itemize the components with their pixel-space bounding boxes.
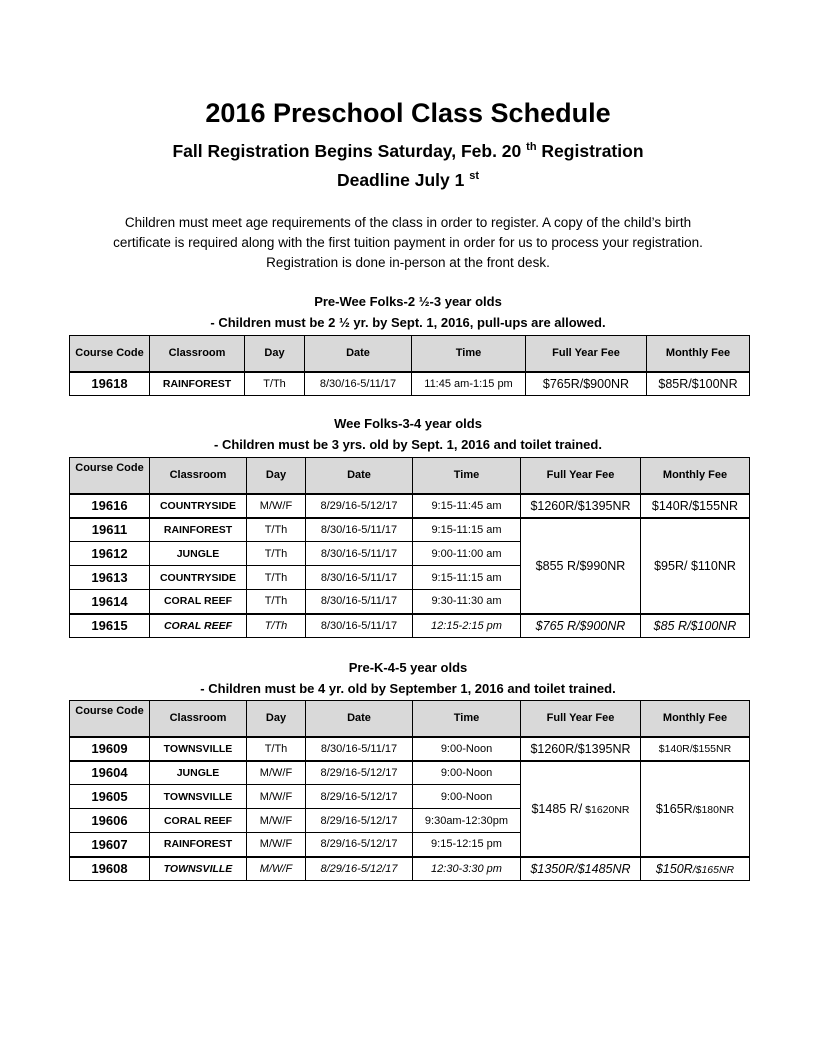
day-cell: T/Th	[247, 614, 306, 638]
col-monthly-fee: Monthly Fee	[647, 336, 750, 372]
col-time: Time	[412, 336, 526, 372]
monthly-fee-cell: $85R/$100NR	[647, 372, 750, 396]
date-cell: 8/29/16-5/12/17	[306, 809, 413, 833]
section-heading: Wee Folks-3-4 year olds	[334, 416, 482, 431]
subtitle-superscript: th	[526, 141, 537, 154]
schedule-table-wee-folks	[69, 457, 750, 638]
fee-resident: $165R	[655, 801, 693, 816]
monthly-fee-cell: $85 R/$100NR	[641, 614, 750, 638]
col-time: Time	[413, 458, 521, 494]
time-cell: 11:45 am-1:15 pm	[412, 372, 526, 396]
day-cell: M/W/F	[247, 494, 306, 518]
time-cell: 12:30-3:30 pm	[413, 857, 521, 881]
col-day: Day	[247, 701, 306, 737]
classroom-cell: TOWNSVILLE	[150, 857, 247, 881]
col-classroom: Classroom	[150, 458, 247, 494]
classroom-cell: CORAL REEF	[150, 590, 247, 614]
course-code-cell: 19609	[70, 737, 150, 761]
day-cell: T/Th	[247, 542, 306, 566]
date-cell: 8/30/16-5/11/17	[306, 542, 413, 566]
schedule-table-pre-k	[69, 700, 750, 881]
day-cell: M/W/F	[247, 857, 306, 881]
monthly-fee-cell	[641, 761, 750, 857]
section-heading: Pre-Wee Folks-2 ½-3 year olds	[314, 294, 502, 309]
time-cell: 9:00-Noon	[413, 761, 521, 785]
col-full-year-fee: Full Year Fee	[526, 336, 647, 372]
schedule-table-pre-wee	[69, 335, 750, 396]
classroom-cell: RAINFOREST	[150, 518, 247, 542]
day-cell: T/Th	[247, 518, 306, 542]
section-pre-k-header	[0, 657, 816, 699]
course-code-cell: 19612	[70, 542, 150, 566]
fee-resident: $150R	[655, 861, 693, 876]
day-cell: T/Th	[247, 590, 306, 614]
classroom-cell: COUNTRYSIDE	[150, 494, 247, 518]
course-code-cell: 19618	[70, 372, 150, 396]
date-cell: 8/30/16-5/11/17	[306, 518, 413, 542]
day-cell: M/W/F	[247, 809, 306, 833]
fee-nonresident: $1620NR	[582, 803, 630, 816]
section-heading: Pre-K-4-5 year olds	[348, 660, 468, 675]
subtitle-line-2	[0, 166, 816, 194]
page-title: 2016 Preschool Class Schedule	[205, 98, 611, 128]
fee-nonresident: /$180NR	[692, 803, 735, 816]
section-requirement: - Children must be 4 yr. old by September 1, 2016 and toilet trained.	[200, 681, 616, 696]
date-cell: 8/29/16-5/12/17	[306, 494, 413, 518]
col-course-code: Course Code	[70, 336, 150, 372]
col-full-year-fee: Full Year Fee	[521, 701, 641, 737]
course-code-cell: 19608	[70, 857, 150, 881]
full-year-fee-cell: $765 R/$900NR	[521, 614, 641, 638]
time-cell: 9:15-11:15 am	[413, 518, 521, 542]
classroom-cell: RAINFOREST	[150, 833, 247, 857]
time-cell: 9:15-11:45 am	[413, 494, 521, 518]
classroom-cell: CORAL REEF	[150, 614, 247, 638]
col-date: Date	[305, 336, 412, 372]
course-code-cell: 19611	[70, 518, 150, 542]
col-monthly-fee: Monthly Fee	[641, 701, 750, 737]
time-cell: 9:15-12:15 pm	[413, 833, 521, 857]
col-day: Day	[245, 336, 305, 372]
intro-line: certificate is required along with the first tuition payment in order for us to process your registration.	[113, 235, 703, 250]
monthly-fee-cell: $140R/$155NR	[641, 737, 750, 761]
classroom-cell: TOWNSVILLE	[150, 737, 247, 761]
classroom-cell: COUNTRYSIDE	[150, 566, 247, 590]
section-wee-folks-header	[0, 413, 816, 455]
table-row	[70, 761, 750, 785]
deadline-superscript: st	[469, 170, 480, 183]
day-cell: T/Th	[247, 737, 306, 761]
day-cell: M/W/F	[247, 833, 306, 857]
col-time: Time	[413, 701, 521, 737]
time-cell: 9:15-11:15 am	[413, 566, 521, 590]
col-date: Date	[306, 458, 413, 494]
day-cell: T/Th	[247, 566, 306, 590]
time-cell: 9:30am-12:30pm	[413, 809, 521, 833]
intro-line: Children must meet age requirements of the class in order to register. A copy of the child’s birth	[124, 215, 692, 230]
full-year-fee-cell: $1260R/$1395NR	[521, 494, 641, 518]
col-course-code: Course Code	[70, 701, 150, 737]
course-code-cell: 19614	[70, 590, 150, 614]
subtitle-text: Fall Registration Begins Saturday, Feb. 20	[172, 141, 522, 161]
full-year-fee-cell: $1260R/$1395NR	[521, 737, 641, 761]
section-requirement: - Children must be 2 ½ yr. by Sept. 1, 2016, pull-ups are allowed.	[210, 315, 606, 330]
section-requirement: - Children must be 3 yrs. old by Sept. 1, 2016 and toilet trained.	[214, 437, 602, 452]
course-code-cell: 19605	[70, 785, 150, 809]
full-year-fee-cell: $855 R/$990NR	[521, 518, 641, 614]
date-cell: 8/29/16-5/12/17	[306, 857, 413, 881]
classroom-cell: RAINFOREST	[150, 372, 245, 396]
course-code-cell: 19613	[70, 566, 150, 590]
date-cell: 8/30/16-5/11/17	[306, 590, 413, 614]
course-code-cell: 19607	[70, 833, 150, 857]
course-code-cell: 19616	[70, 494, 150, 518]
table-row	[70, 494, 750, 518]
date-cell: 8/30/16-5/11/17	[306, 566, 413, 590]
monthly-fee-cell: $95R/ $110NR	[641, 518, 750, 614]
fee-nonresident: /$165NR	[692, 863, 735, 876]
section-pre-wee-header	[0, 291, 816, 333]
table-row	[70, 737, 750, 761]
full-year-fee-cell	[521, 761, 641, 857]
deadline-text: Deadline July 1	[336, 170, 465, 190]
fee-resident: $1485 R/	[531, 801, 583, 816]
full-year-fee-cell: $765R/$900NR	[526, 372, 647, 396]
col-course-code: Course Code	[70, 458, 150, 494]
intro-line: Registration is done in-person at the front desk.	[266, 255, 550, 270]
classroom-cell: TOWNSVILLE	[150, 785, 247, 809]
classroom-cell: JUNGLE	[150, 761, 247, 785]
classroom-cell: CORAL REEF	[150, 809, 247, 833]
full-year-fee-cell: $1350R/$1485NR	[521, 857, 641, 881]
course-code-cell: 19606	[70, 809, 150, 833]
date-cell: 8/29/16-5/12/17	[306, 761, 413, 785]
col-monthly-fee: Monthly Fee	[641, 458, 750, 494]
table-row	[70, 614, 750, 638]
subtitle-line-1	[0, 137, 816, 165]
col-full-year-fee: Full Year Fee	[521, 458, 641, 494]
table-row	[70, 372, 750, 396]
time-cell: 9:00-Noon	[413, 737, 521, 761]
col-classroom: Classroom	[150, 701, 247, 737]
date-cell: 8/29/16-5/12/17	[306, 785, 413, 809]
classroom-cell: JUNGLE	[150, 542, 247, 566]
monthly-fee-cell: $140R/$155NR	[641, 494, 750, 518]
day-cell: M/W/F	[247, 785, 306, 809]
day-cell: T/Th	[245, 372, 305, 396]
time-cell: 9:00-Noon	[413, 785, 521, 809]
course-code-cell: 19604	[70, 761, 150, 785]
monthly-fee-cell	[641, 857, 750, 881]
table-row	[70, 518, 750, 542]
table-row	[70, 857, 750, 881]
time-cell: 9:30-11:30 am	[413, 590, 521, 614]
date-cell: 8/30/16-5/11/17	[306, 737, 413, 761]
time-cell: 12:15-2:15 pm	[413, 614, 521, 638]
subtitle-text-after: Registration	[536, 141, 644, 161]
time-cell: 9:00-11:00 am	[413, 542, 521, 566]
col-date: Date	[306, 701, 413, 737]
date-cell: 8/30/16-5/11/17	[306, 614, 413, 638]
date-cell: 8/29/16-5/12/17	[306, 833, 413, 857]
course-code-cell: 19615	[70, 614, 150, 638]
col-day: Day	[247, 458, 306, 494]
day-cell: M/W/F	[247, 761, 306, 785]
intro-paragraph	[60, 213, 756, 273]
date-cell: 8/30/16-5/11/17	[305, 372, 412, 396]
col-classroom: Classroom	[150, 336, 245, 372]
